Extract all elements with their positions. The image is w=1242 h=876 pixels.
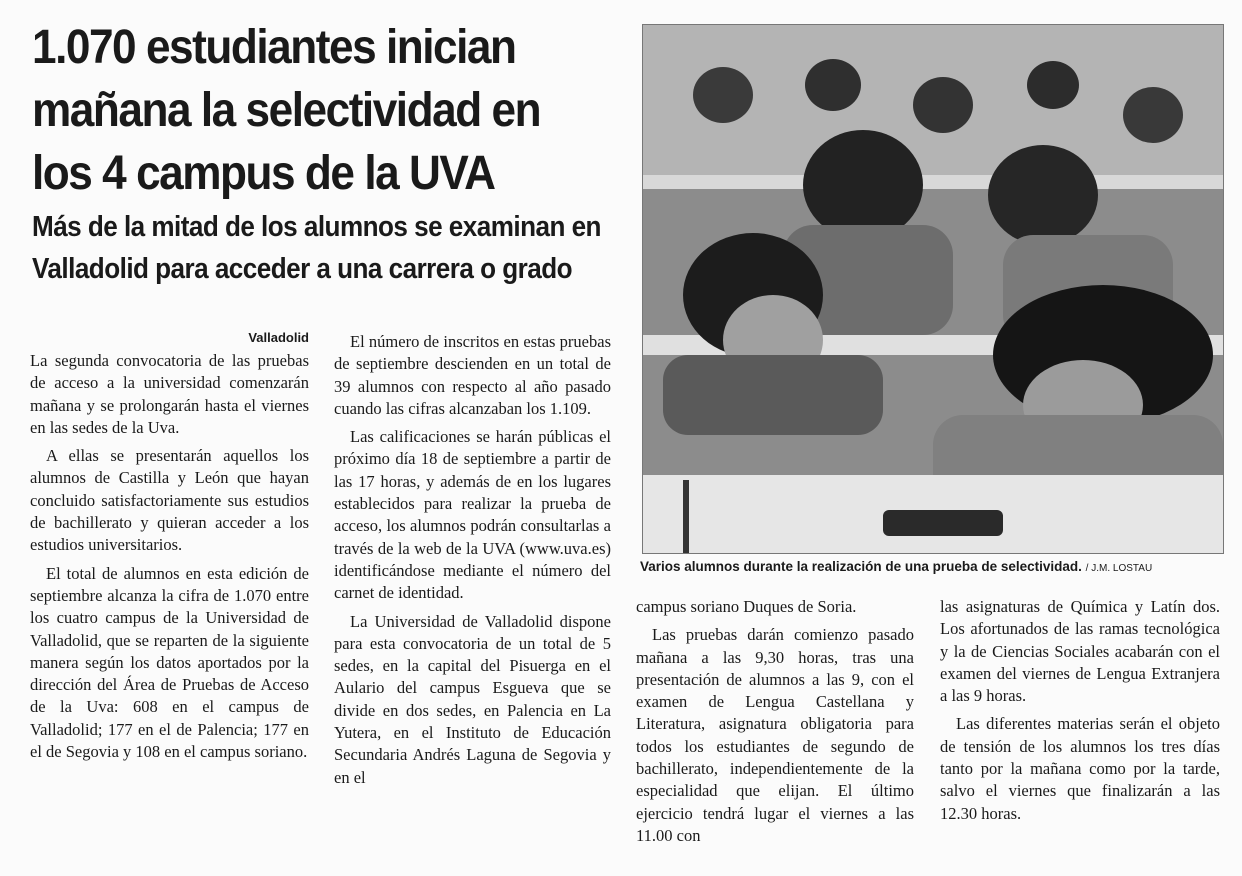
paragraph: las asignaturas de Química y Latín dos. Los afortunados de las ramas tecnológica y la de Ciencias Sociales acabarán con el examen del viernes de Lengua Extranjera a las 9 horas. [940, 597, 1220, 706]
article-column-3 [636, 596, 914, 847]
dateline: Valladolid [248, 330, 309, 345]
caption-text: Varios alumnos durante la realización de una prueba de selectividad. [640, 559, 1082, 574]
photo-credit: / J.M. LOSTAU [1085, 563, 1153, 574]
paragraph: A ellas se presentarán aquellos los alumnos de Castilla y León que hayan concluido satisfactoriamente sus estudios de bachillerato y quieran acceder a los estudios universitarios. [30, 446, 309, 555]
paragraph: Las pruebas darán comienzo pasado mañana a las 9,30 horas, tras una presentación de alumnos a las 9, con el examen de Lengua Castellana y Literatura, asignatura obligatoria para todos los estudiantes de segundo de bachillerato, independientemente de la especialidad que elijan. El último ejercicio tendrá lugar el viernes a las 11.00 con [636, 625, 914, 845]
paragraph: campus soriano Duques de Soria. [636, 597, 857, 616]
article-column-2 [334, 331, 611, 789]
article-column-1 [30, 330, 309, 763]
paragraph: El total de alumnos en esta edición de septiembre alcanza la cifra de 1.070 entre los cuatro campus de la Universidad de Valladolid, que se reparten de la siguiente manera según los datos aportados por la dirección del Área de Pruebas de Acceso de la Uva: 608 en el campus de Valladolid; 177 en el de Palencia; 177 en el de Segovia y 108 en el campus soriano. [30, 563, 309, 762]
headline [32, 16, 584, 205]
headline-line: mañana la selectividad en [32, 84, 541, 137]
headline-line: 1.070 estudiantes inician [32, 21, 516, 74]
paragraph: Las calificaciones se harán públicas el próximo día 18 de septiembre a partir de las 17 horas, y además de en los lugares establecidos para realizar la prueba de acceso, los alumnos podrán consultarlas a través de la web de la UVA (www.uva.es) identificándose mediante el número del carnet de identidad. [334, 427, 611, 603]
paragraph: Las diferentes materias serán el objeto de tensión de los alumnos los tres días tanto por la mañana como por la tarde, salvo el viernes que finalizarán a las 12.30 horas. [940, 714, 1220, 823]
paragraph: La Universidad de Valladolid dispone para esta convocatoria de un total de 5 sedes, en la capital del Pisuerga en el Aulario del campus Esgueva que se divide en dos sedes, en Palencia en La Yutera, en el Instituto de Educación Secundaria Andrés Laguna de Segovia y en el [334, 611, 611, 787]
subheadline-line: Más de la mitad de los alumnos se examinan en [32, 211, 601, 243]
photo-illustration [643, 25, 1223, 553]
paragraph: El número de inscritos en estas pruebas de septiembre descienden en un total de 39 alumnos con respecto al año pasado cuando las cifras alcanzaban los 1.109. [334, 332, 611, 418]
subheadline [32, 206, 608, 290]
subheadline-line: Valladolid para acceder a una carrera o grado [32, 253, 572, 285]
headline-line: los 4 campus de la UVA [32, 147, 495, 200]
photo-caption [640, 558, 1230, 578]
photo-students-exam [642, 24, 1224, 554]
article-column-4 [940, 596, 1220, 825]
paragraph: La segunda convocatoria de las pruebas de acceso a la universidad comenzarán mañana y se prolongarán hasta el viernes en las sedes de la Uva. [30, 351, 309, 437]
